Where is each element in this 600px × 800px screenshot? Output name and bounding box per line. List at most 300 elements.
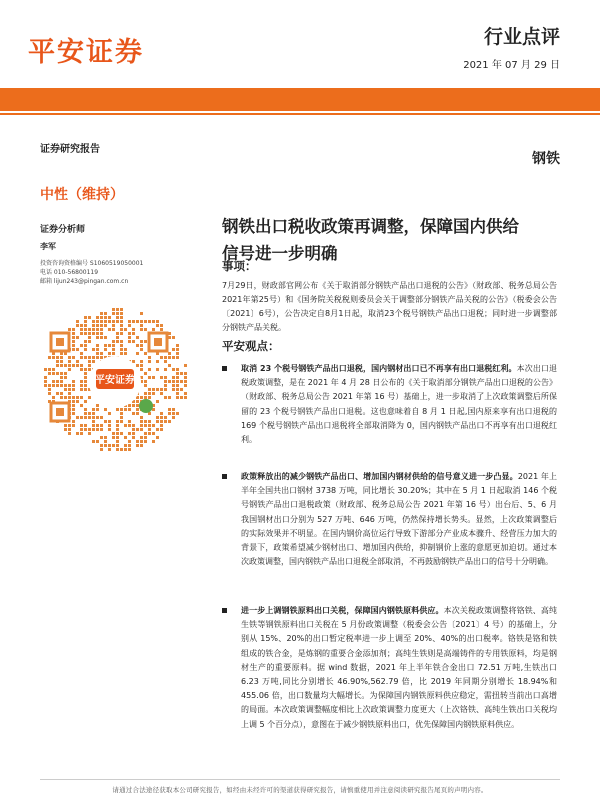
qr-dot bbox=[80, 416, 83, 419]
qr-dot bbox=[96, 336, 99, 339]
qr-dot bbox=[156, 320, 159, 323]
qr-dot bbox=[44, 384, 47, 387]
qr-dot bbox=[112, 320, 115, 323]
qr-dot bbox=[68, 356, 71, 359]
qr-dot bbox=[48, 356, 51, 359]
qr-dot bbox=[140, 420, 143, 423]
qr-dot bbox=[144, 352, 147, 355]
qr-dot bbox=[148, 356, 151, 359]
qr-dot bbox=[88, 336, 91, 339]
qr-dot bbox=[60, 360, 63, 363]
qr-dot bbox=[176, 356, 179, 359]
qr-dot bbox=[112, 352, 115, 355]
qr-dot bbox=[148, 432, 151, 435]
qr-dot bbox=[124, 436, 127, 439]
qr-dot bbox=[96, 416, 99, 419]
qr-dot bbox=[176, 348, 179, 351]
qr-dot bbox=[104, 348, 107, 351]
qr-dot bbox=[76, 360, 79, 363]
qr-dot bbox=[140, 320, 143, 323]
report-label-block bbox=[40, 140, 200, 155]
qr-dot bbox=[132, 328, 135, 331]
qr-dot bbox=[88, 368, 91, 371]
analyst-title: 证券分析师 bbox=[40, 225, 86, 235]
qr-dot bbox=[76, 336, 79, 339]
qr-dot bbox=[136, 320, 139, 323]
qr-dot bbox=[96, 344, 99, 347]
qr-dot bbox=[60, 356, 63, 359]
qr-dot bbox=[84, 356, 87, 359]
qr-dot bbox=[84, 372, 87, 375]
header-divider bbox=[0, 113, 600, 115]
qr-dot bbox=[140, 368, 143, 371]
qr-dot bbox=[96, 348, 99, 351]
qr-dot bbox=[56, 380, 59, 383]
qr-dot bbox=[76, 416, 79, 419]
qr-dot bbox=[140, 428, 143, 431]
qr-dot bbox=[48, 388, 51, 391]
qr-dot bbox=[80, 396, 83, 399]
qr-dot bbox=[120, 332, 123, 335]
qr-dot bbox=[84, 428, 87, 431]
qr-dot bbox=[120, 408, 123, 411]
qr-dot bbox=[72, 400, 75, 403]
qr-dot bbox=[92, 420, 95, 423]
qr-dot bbox=[156, 436, 159, 439]
qr-dot bbox=[136, 364, 139, 367]
qr-dot bbox=[124, 444, 127, 447]
footer-disclaimer: 请通过合法途径获取本公司研究报告，如经由未经许可的渠道获得研究报告，请慎重使用并注意阅读研究报告尾页的声明内容。 bbox=[112, 786, 488, 794]
qr-dot bbox=[60, 376, 63, 379]
qr-dot bbox=[124, 352, 127, 355]
qr-dot bbox=[100, 444, 103, 447]
qr-dot bbox=[108, 412, 111, 415]
qr-dot bbox=[164, 420, 167, 423]
qr-dot bbox=[176, 372, 179, 375]
qr-dot bbox=[144, 424, 147, 427]
qr-dot bbox=[124, 408, 127, 411]
qr-dot bbox=[104, 336, 107, 339]
qr-dot bbox=[80, 388, 83, 391]
qr-dot bbox=[60, 384, 63, 387]
qr-dot bbox=[100, 316, 103, 319]
qr-dot bbox=[168, 420, 171, 423]
qr-dot bbox=[140, 312, 143, 315]
qr-dot bbox=[184, 380, 187, 383]
qr-dot bbox=[96, 424, 99, 427]
qr-dot bbox=[76, 348, 79, 351]
company-logo: 平安证券 bbox=[28, 37, 144, 68]
qr-dot bbox=[64, 372, 67, 375]
qr-dot bbox=[128, 448, 131, 451]
qr-dot bbox=[140, 340, 143, 343]
qr-dot bbox=[140, 396, 143, 399]
qr-dot bbox=[80, 368, 83, 371]
qr-dot bbox=[144, 432, 147, 435]
qr-dot bbox=[116, 432, 119, 435]
qr-dot bbox=[108, 444, 111, 447]
qr-dot bbox=[112, 340, 115, 343]
qr-dot bbox=[72, 332, 75, 335]
qr-dot bbox=[132, 340, 135, 343]
qr-dot bbox=[116, 340, 119, 343]
qr-dot bbox=[120, 340, 123, 343]
qr-dot bbox=[84, 424, 87, 427]
qr-dot bbox=[104, 408, 107, 411]
qr-dot bbox=[88, 396, 91, 399]
qr-dot bbox=[120, 316, 123, 319]
qr-dot bbox=[164, 396, 167, 399]
qr-dot bbox=[120, 412, 123, 415]
qr-dot bbox=[72, 384, 75, 387]
qr-dot bbox=[100, 448, 103, 451]
qr-dot bbox=[164, 368, 167, 371]
qr-dot bbox=[68, 432, 71, 435]
qr-dot bbox=[144, 392, 147, 395]
qr-dot bbox=[128, 408, 131, 411]
qr-dot bbox=[68, 388, 71, 391]
qr-dot bbox=[132, 360, 135, 363]
qr-dot bbox=[156, 360, 159, 363]
point-3 bbox=[222, 604, 557, 732]
qr-dot bbox=[116, 420, 119, 423]
qr-dot bbox=[144, 440, 147, 443]
qr-dot bbox=[128, 340, 131, 343]
qr-dot bbox=[88, 432, 91, 435]
qr-dot bbox=[136, 440, 139, 443]
qr-dot bbox=[176, 384, 179, 387]
qr-dot bbox=[80, 324, 83, 327]
qr-dot bbox=[172, 376, 175, 379]
qr-dot bbox=[184, 396, 187, 399]
qr-dot bbox=[80, 432, 83, 435]
qr-dot bbox=[88, 340, 91, 343]
qr-dot bbox=[128, 432, 131, 435]
qr-dot bbox=[116, 424, 119, 427]
qr-dot bbox=[88, 416, 91, 419]
qr-dot bbox=[68, 424, 71, 427]
qr-dot bbox=[72, 396, 75, 399]
qr-dot bbox=[176, 380, 179, 383]
qr-dot bbox=[144, 320, 147, 323]
point-2-text: 2021 年上半年全国共出口钢材 3738 万吨，同比增长 30.20%；其中在 5 月 1 日起取消 146 个税号钢铁产品出口退税政策（财政部、税务总局公告 2021 年第 16 号）出台后、5、6 月我国钢材出口分别为 527 万吨、646 万吨，仍然保持增长势头。显然，上次政策调整后的实际效果并不明显。在国内钢价高位运行导致下游部分产业成本骤升、经营压力加大的背景下，政策希望减少钢材出口、增加国内供给，抑制钢价上涨的意愿更加迫切。通过本次政策调整，国内钢铁产品出口退税全部取消，不再鼓励钢铁产品出口的信号十分明确。 bbox=[241, 472, 557, 567]
qr-dot bbox=[104, 444, 107, 447]
qr-dot bbox=[88, 412, 91, 415]
qr-dot bbox=[132, 412, 135, 415]
qr-dot bbox=[160, 424, 163, 427]
qr-dot bbox=[160, 412, 163, 415]
qr-dot bbox=[64, 364, 67, 367]
qr-dot bbox=[176, 368, 179, 371]
qr-dot bbox=[108, 428, 111, 431]
qr-dot bbox=[104, 324, 107, 327]
qr-dot bbox=[100, 416, 103, 419]
qr-dot bbox=[124, 328, 127, 331]
qr-dot bbox=[116, 448, 119, 451]
qr-dot bbox=[140, 416, 143, 419]
qr-dot bbox=[120, 420, 123, 423]
qr-dot bbox=[60, 380, 63, 383]
qr-dot bbox=[80, 364, 83, 367]
qr-dot bbox=[164, 360, 167, 363]
qr-dot bbox=[132, 432, 135, 435]
bullet-icon bbox=[222, 366, 227, 371]
qr-dot bbox=[88, 360, 91, 363]
qr-dot bbox=[132, 320, 135, 323]
qr-dot bbox=[100, 324, 103, 327]
qr-dot bbox=[152, 376, 155, 379]
qr-dot bbox=[88, 364, 91, 367]
qr-dot bbox=[84, 412, 87, 415]
qr-dot bbox=[52, 368, 55, 371]
point-1-bold: 取消 23 个税号钢铁产品出口退税，国内钢材出口已不再享有出口退税红利。 bbox=[241, 364, 517, 373]
qr-dot bbox=[140, 348, 143, 351]
qr-dot bbox=[48, 372, 51, 375]
qr-dot bbox=[104, 320, 107, 323]
event-text: 7月29日，财政部官网公布《关于取消部分钢铁产品出口退税的公告》（财政部、税务总局公告2021年第25号）和《国务院关税税则委员会关于调整部分钢铁产品关税的公告》（税委会公告〔2021〕6号），公告决定自8月1日起，取消23个税号钢铁产品出口退税；同时进一步调整部分钢铁产品关税。 bbox=[222, 281, 557, 332]
qr-dot bbox=[184, 372, 187, 375]
view-heading: 平安观点： bbox=[222, 339, 280, 353]
qr-dot bbox=[176, 392, 179, 395]
qr-dot bbox=[132, 332, 135, 335]
qr-dot bbox=[92, 360, 95, 363]
qr-dot bbox=[176, 344, 179, 347]
qr-dot bbox=[92, 348, 95, 351]
qr-dot bbox=[120, 348, 123, 351]
event-heading: 事项： bbox=[222, 259, 257, 273]
qr-dot bbox=[120, 308, 123, 311]
analyst-info bbox=[40, 260, 143, 286]
qr-dot bbox=[96, 440, 99, 443]
qr-dot bbox=[108, 316, 111, 319]
qr-dot bbox=[184, 384, 187, 387]
qr-dot bbox=[80, 384, 83, 387]
qr-dot bbox=[52, 384, 55, 387]
qr-dot bbox=[96, 352, 99, 355]
qr-dot bbox=[156, 420, 159, 423]
qr-dot bbox=[84, 384, 87, 387]
qr-dot bbox=[44, 376, 47, 379]
qr-dot bbox=[104, 344, 107, 347]
qr-dot bbox=[116, 336, 119, 339]
qr-dot bbox=[72, 328, 75, 331]
qr-dot bbox=[128, 324, 131, 327]
qr-dot bbox=[92, 328, 95, 331]
qr-dot bbox=[144, 384, 147, 387]
qr-dot bbox=[68, 428, 71, 431]
qr-dot bbox=[112, 308, 115, 311]
qr-dot bbox=[68, 364, 71, 367]
qr-dot bbox=[164, 384, 167, 387]
qr-dot bbox=[116, 320, 119, 323]
qr-dot bbox=[84, 400, 87, 403]
qr-dot bbox=[160, 356, 163, 359]
qr-dot bbox=[52, 380, 55, 383]
qr-dot bbox=[116, 308, 119, 311]
rating: 中性（维持） bbox=[40, 187, 124, 203]
qr-dot bbox=[172, 336, 175, 339]
qr-dot bbox=[172, 388, 175, 391]
qr-dot bbox=[108, 344, 111, 347]
qr-dot bbox=[152, 440, 155, 443]
qr-dot bbox=[148, 420, 151, 423]
qr-dot bbox=[140, 444, 143, 447]
qr-dot bbox=[152, 424, 155, 427]
qr-dot bbox=[44, 368, 47, 371]
qr-dot bbox=[184, 392, 187, 395]
qr-dot bbox=[72, 408, 75, 411]
qr-dot bbox=[176, 376, 179, 379]
qr-dot bbox=[152, 388, 155, 391]
qr-dot bbox=[144, 340, 147, 343]
industry-label: 钢铁 bbox=[532, 151, 560, 167]
qr-dot bbox=[96, 320, 99, 323]
qr-dot bbox=[92, 332, 95, 335]
qr-dot bbox=[116, 332, 119, 335]
qr-dot bbox=[128, 420, 131, 423]
qr-code-icon bbox=[40, 304, 190, 454]
qr-dot bbox=[56, 364, 59, 367]
qr-dot bbox=[144, 420, 147, 423]
qr-dot bbox=[72, 348, 75, 351]
qr-dot bbox=[148, 388, 151, 391]
qr-dot bbox=[128, 440, 131, 443]
qr-dot bbox=[156, 400, 159, 403]
qr-dot bbox=[92, 356, 95, 359]
qr-dot bbox=[108, 448, 111, 451]
qr-dot bbox=[96, 324, 99, 327]
qr-dot bbox=[180, 388, 183, 391]
qr-dot bbox=[116, 316, 119, 319]
qr-dot bbox=[84, 376, 87, 379]
qr-dot bbox=[156, 428, 159, 431]
qr-dot bbox=[140, 424, 143, 427]
qr-dot bbox=[128, 444, 131, 447]
qr-dot bbox=[120, 344, 123, 347]
qr-dot bbox=[76, 364, 79, 367]
qr-dot bbox=[108, 424, 111, 427]
qr-dot bbox=[80, 356, 83, 359]
qr-dot bbox=[160, 328, 163, 331]
qr-dot bbox=[68, 384, 71, 387]
analyst-cert: 投资咨询资格编号 S1060519050001 bbox=[40, 260, 144, 267]
qr-dot bbox=[152, 320, 155, 323]
qr-dot bbox=[136, 400, 139, 403]
qr-dot bbox=[168, 364, 171, 367]
qr-dot bbox=[48, 368, 51, 371]
qr-dot bbox=[136, 336, 139, 339]
qr-dot bbox=[184, 364, 187, 367]
qr-dot bbox=[180, 372, 183, 375]
qr-dot bbox=[72, 420, 75, 423]
qr-dot bbox=[84, 388, 87, 391]
qr-dot bbox=[172, 380, 175, 383]
qr-dot bbox=[80, 328, 83, 331]
qr-dot bbox=[108, 320, 111, 323]
qr-dot bbox=[152, 392, 155, 395]
analyst-email: 邮箱 lijun243@pingan.com.cn bbox=[40, 277, 129, 285]
qr-dot bbox=[128, 320, 131, 323]
qr-dot bbox=[104, 312, 107, 315]
qr-dot bbox=[64, 428, 67, 431]
qr-dot bbox=[68, 360, 71, 363]
qr-dot bbox=[84, 332, 87, 335]
qr-dot bbox=[72, 388, 75, 391]
qr-dot bbox=[76, 432, 79, 435]
qr-dot bbox=[92, 424, 95, 427]
qr-dot bbox=[112, 444, 115, 447]
qr-dot bbox=[60, 364, 63, 367]
qr-dot bbox=[136, 412, 139, 415]
qr-dot bbox=[112, 312, 115, 315]
qr-dot bbox=[148, 320, 151, 323]
qr-dot bbox=[164, 376, 167, 379]
qr-dot bbox=[80, 344, 83, 347]
point-3-bold: 进一步上调钢铁原料出口关税，保障国内钢铁原料供应。 bbox=[241, 606, 444, 615]
header-band bbox=[0, 88, 600, 111]
qr-dot bbox=[160, 388, 163, 391]
qr-dot bbox=[76, 396, 79, 399]
qr-dot bbox=[48, 384, 51, 387]
qr-dot bbox=[112, 328, 115, 331]
qr-dot bbox=[56, 384, 59, 387]
qr-dot bbox=[96, 316, 99, 319]
qr-dot bbox=[80, 332, 83, 335]
qr-dot bbox=[136, 408, 139, 411]
qr-dot bbox=[84, 380, 87, 383]
qr-dot bbox=[100, 424, 103, 427]
qr-dot bbox=[148, 428, 151, 431]
qr-dot bbox=[100, 336, 103, 339]
qr-dot bbox=[172, 348, 175, 351]
qr-dot bbox=[100, 356, 103, 359]
qr-dot bbox=[92, 416, 95, 419]
point-1 bbox=[222, 362, 557, 447]
qr-dot bbox=[80, 380, 83, 383]
qr-dot bbox=[160, 428, 163, 431]
qr-dot bbox=[116, 436, 119, 439]
qr-dot bbox=[60, 372, 63, 375]
qr-dot bbox=[140, 324, 143, 327]
qr-dot bbox=[88, 428, 91, 431]
qr-dot bbox=[100, 428, 103, 431]
qr-logo-text: 平安证券 bbox=[95, 375, 135, 386]
qr-dot bbox=[108, 352, 111, 355]
qr-dot bbox=[140, 440, 143, 443]
qr-dot bbox=[144, 436, 147, 439]
qr-dot bbox=[152, 328, 155, 331]
qr-dot bbox=[120, 320, 123, 323]
qr-dot bbox=[180, 396, 183, 399]
qr-dot bbox=[144, 380, 147, 383]
qr-dot bbox=[152, 432, 155, 435]
qr-dot bbox=[120, 312, 123, 315]
qr-dot bbox=[160, 392, 163, 395]
qr-dot bbox=[144, 372, 147, 375]
qr-dot bbox=[100, 312, 103, 315]
qr-dot bbox=[68, 396, 71, 399]
qr-dot bbox=[72, 356, 75, 359]
qr-dot bbox=[44, 380, 47, 383]
qr-dot bbox=[124, 424, 127, 427]
qr-dot bbox=[136, 352, 139, 355]
qr-dot bbox=[120, 416, 123, 419]
qr-dot bbox=[120, 448, 123, 451]
report-title-line1: 钢铁出口税收政策再调整，保障国内供给 bbox=[222, 217, 519, 236]
qr-dot bbox=[116, 444, 119, 447]
qr-dot bbox=[68, 392, 71, 395]
qr-dot bbox=[116, 312, 119, 315]
